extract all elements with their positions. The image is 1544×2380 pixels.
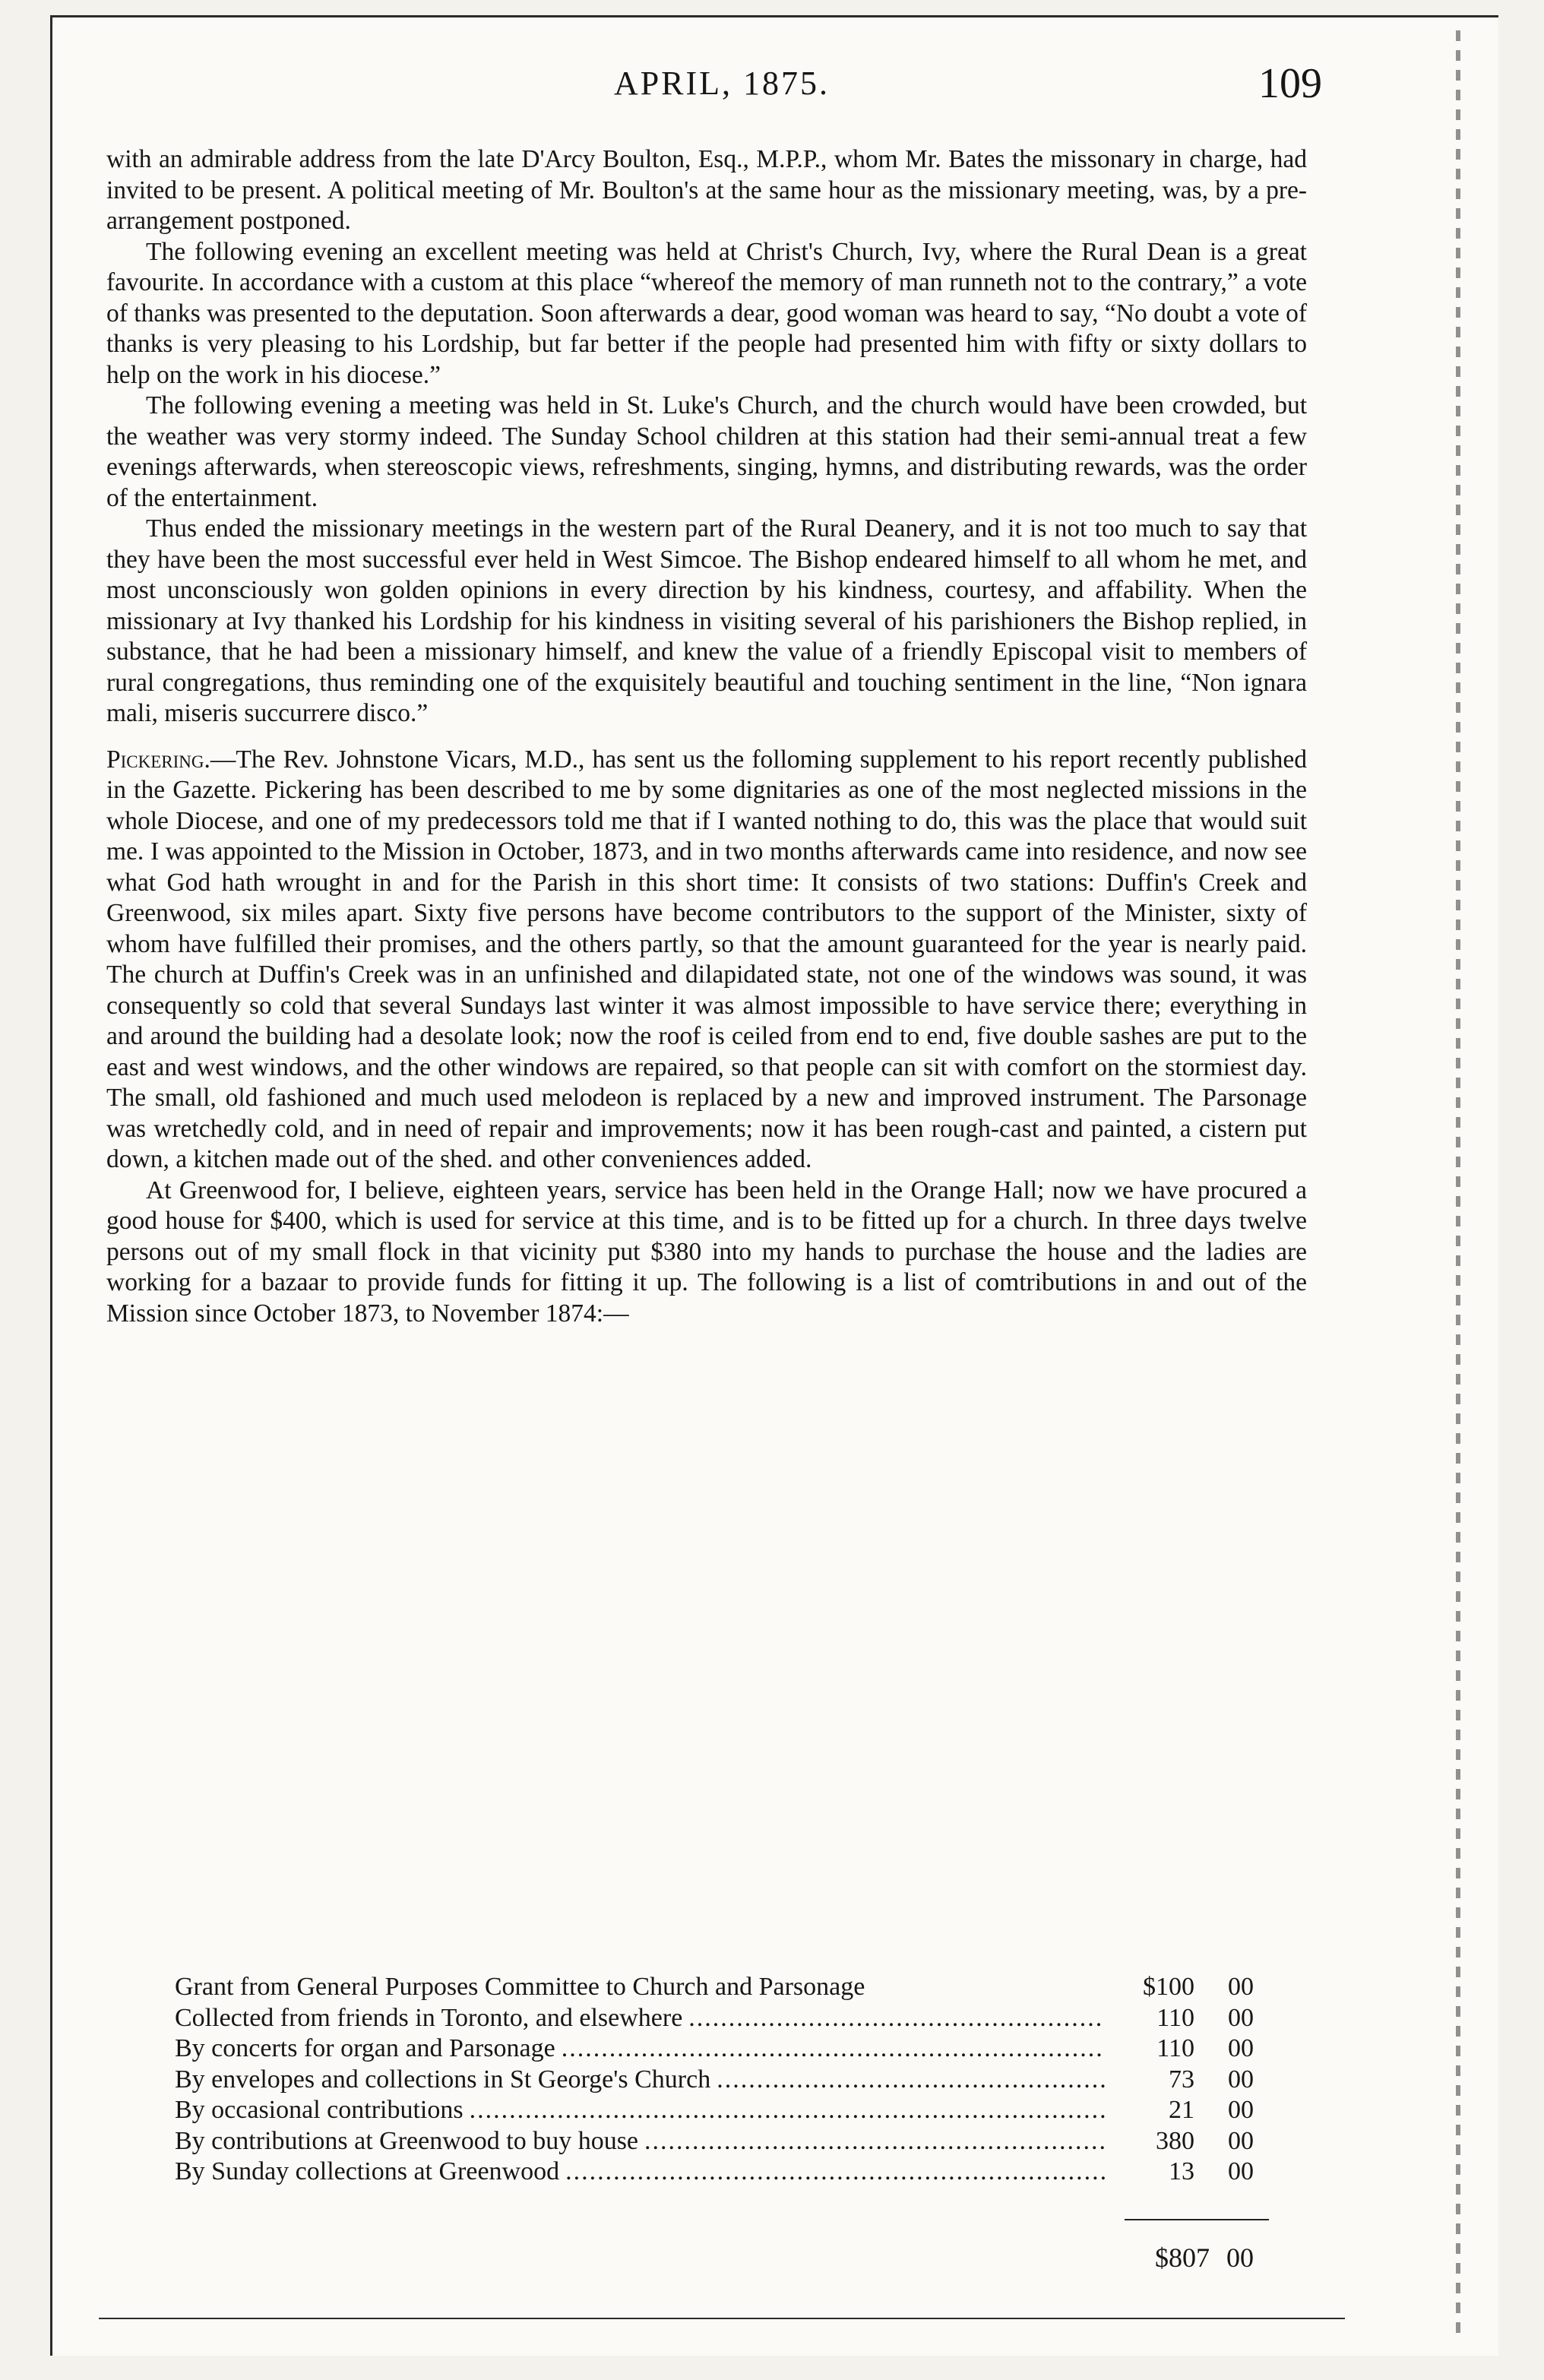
dot-leader — [565, 2157, 1105, 2188]
dot-leader — [688, 2003, 1105, 2034]
ledger-dollars: 13 — [1169, 2157, 1194, 2185]
ledger-label: By concerts for organ and Parsonage — [175, 2034, 555, 2062]
total-dollars: $807 — [1155, 2242, 1210, 2273]
ledger-row — [175, 2003, 1254, 2034]
column-rule — [1456, 30, 1460, 2340]
article-body — [106, 144, 1307, 1329]
paragraph — [106, 237, 1307, 391]
ledger-dollars: 110 — [1156, 2003, 1194, 2032]
paragraph — [106, 144, 1307, 237]
ledger-dollars: 21 — [1169, 2096, 1194, 2124]
paragraph-text: —The Rev. Johnstone Vicars, M.D., has sent us the folloming supplement to his report recently published in the Gazette. Pickering has been described to me by some dignitaries as one of the most neglected missions in the whole Diocese, and one of my predecessors told me that if I wanted nothing to do, this was the place that would suit me. I was appointed to the Mission in October, 1873, and in two months afterwards came into residence, and now see what God hath wrought in and for the Parish in this short time: It consists of two stations: Duffin's Creek and Greenwood, six miles apart. Sixty five persons have become contributors to the support of the Minister, sixty of whom have fulfilled their promises, and the others partly, so that the amount guaranteed for the year is nearly paid. The church at Duffin's Creek was in an unfinished and dilapidated state, not one of the windows was sound, it was consequently so cold that several Sundays last winter it was almost impossible to have service there; everything in and around the building had a desolate look; now the roof is ceiled from end to end, five double sashes are put to the east and west windows, and the other windows are repaired, so that people can sit with comfort on the stormiest day. The small, old fashioned and much used melodeon is replaced by a new and improved instrument. The Parsonage was wretchedly cold, and in need of repair and improvements; now it has been rough-cast and painted, a cistern put down, a kitchen made out of the shed. and other conveniences added. — [106, 745, 1307, 1173]
paragraph-text: Thus ended the missionary meetings in the western part of the Rural Deanery, and it is not too much to say that they have been the most successful ever held in West Simcoe. The Bishop endeared himself to all whom he met, and most unconsciously won golden opinions in every direction by his kindness, courtesy, and affability. When the missionary at Ivy thanked his Lordship for his kindness in visiting several of his parishioners the Bishop replied, in substance, that he had been a missionary himself, and knew the value of a friendly Episcopal visit to members of rural congregations, thus reminding one of the exquisitely beautiful and touching sentiment in the line, “Non ignara mali, miseris succurrere disco.” — [106, 514, 1307, 727]
ledger-row — [175, 1972, 1254, 2003]
ledger-dollars: 110 — [1156, 2034, 1194, 2062]
ledger-cents: 00 — [1228, 2065, 1254, 2094]
ledger-total — [1071, 2242, 1254, 2274]
dot-leader — [470, 2095, 1105, 2126]
ledger-dollars: $100 — [1143, 1973, 1194, 2001]
paragraph — [106, 391, 1307, 514]
contributions-ledger — [175, 1972, 1254, 2188]
ledger-cents: 00 — [1228, 2096, 1254, 2124]
page-header — [99, 59, 1345, 128]
dot-leader — [644, 2126, 1105, 2157]
ledger-cents: 00 — [1228, 2003, 1254, 2032]
ledger-cents: 00 — [1228, 2126, 1254, 2155]
paragraph-text: The following evening a meeting was held in St. Luke's Church, and the church would have been crowded, but the weather was very stormy indeed. The Sunday School children at this station had their semi-annual treat a few evenings afterwards, when stereoscopic views, refreshments, singing, hymns, and distributing rewards, was the order of the entertainment. — [106, 391, 1307, 512]
ledger-cents: 00 — [1228, 2034, 1254, 2062]
ledger-label: By contributions at Greenwood to buy house — [175, 2126, 639, 2155]
page-title: APRIL, 1875. — [613, 65, 831, 102]
paragraph — [106, 1176, 1307, 1330]
section-lead: Pickering. — [106, 745, 210, 774]
ledger-row — [175, 2065, 1254, 2096]
ledger-row — [175, 2095, 1254, 2126]
ledger-label: By envelopes and collections in St George's Church — [175, 2065, 711, 2094]
page-number: 109 — [1258, 60, 1322, 107]
dot-leader — [717, 2065, 1105, 2096]
ledger-cents: 00 — [1228, 1973, 1254, 2001]
paragraph-text: At Greenwood for, I believe, eighteen years, service has been held in the Orange Hall; now we have procured a good house for $400, which is used for service at this time, and is to be fitted up for a church. In three days twelve persons out of my small flock in that vicinity put $380 into my hands to purchase the house and the ladies are working for a bazaar to provide funds for fitting it up. The following is a list of comtributions in and out of the Mission since October 1873, to November 1874:— — [106, 1176, 1307, 1328]
ledger-dollars: 380 — [1156, 2126, 1194, 2155]
total-cents: 00 — [1226, 2242, 1254, 2273]
ledger-label: Grant from General Purposes Committee to Church and Parsonage — [175, 1973, 865, 2001]
ledger-label: By Sunday collections at Greenwood — [175, 2157, 560, 2185]
ledger-label: By occasional contributions — [175, 2096, 464, 2124]
paragraph-text: with an admirable address from the late D'Arcy Boulton, Esq., M.P.P., whom Mr. Bates the missonary in charge, had invited to be present. A political meeting of Mr. Boulton's at the same hour as the missionary meeting, was, by a pre-arrangement postponed. — [106, 145, 1307, 235]
paragraph — [106, 745, 1307, 1176]
bottom-rule — [99, 2318, 1345, 2319]
ledger-cents: 00 — [1228, 2157, 1254, 2185]
ledger-label: Collected from friends in Toronto, and elsewhere — [175, 2003, 683, 2032]
paragraph — [106, 514, 1307, 730]
ledger-row — [175, 2033, 1254, 2065]
dot-leader — [562, 2033, 1105, 2065]
paragraph-spacer — [106, 730, 1307, 745]
paragraph-text: The following evening an excellent meeting was held at Christ's Church, Ivy, where the Rural Dean is a great favourite. In accordance with a custom at this place “whereof the memory of man runneth not to the contrary,” a vote of thanks was presented to the deputation. Soon afterwards a dear, good woman was heard to say, “No doubt a vote of thanks is very pleasing to his Lordship, but far better if the people had presented him with fifty or sixty dollars to help on the work in his diocese.” — [106, 237, 1307, 389]
ledger-row — [175, 2157, 1254, 2188]
ledger-dollars: 73 — [1169, 2065, 1194, 2094]
total-rule — [1125, 2219, 1269, 2220]
ledger-row — [175, 2126, 1254, 2157]
